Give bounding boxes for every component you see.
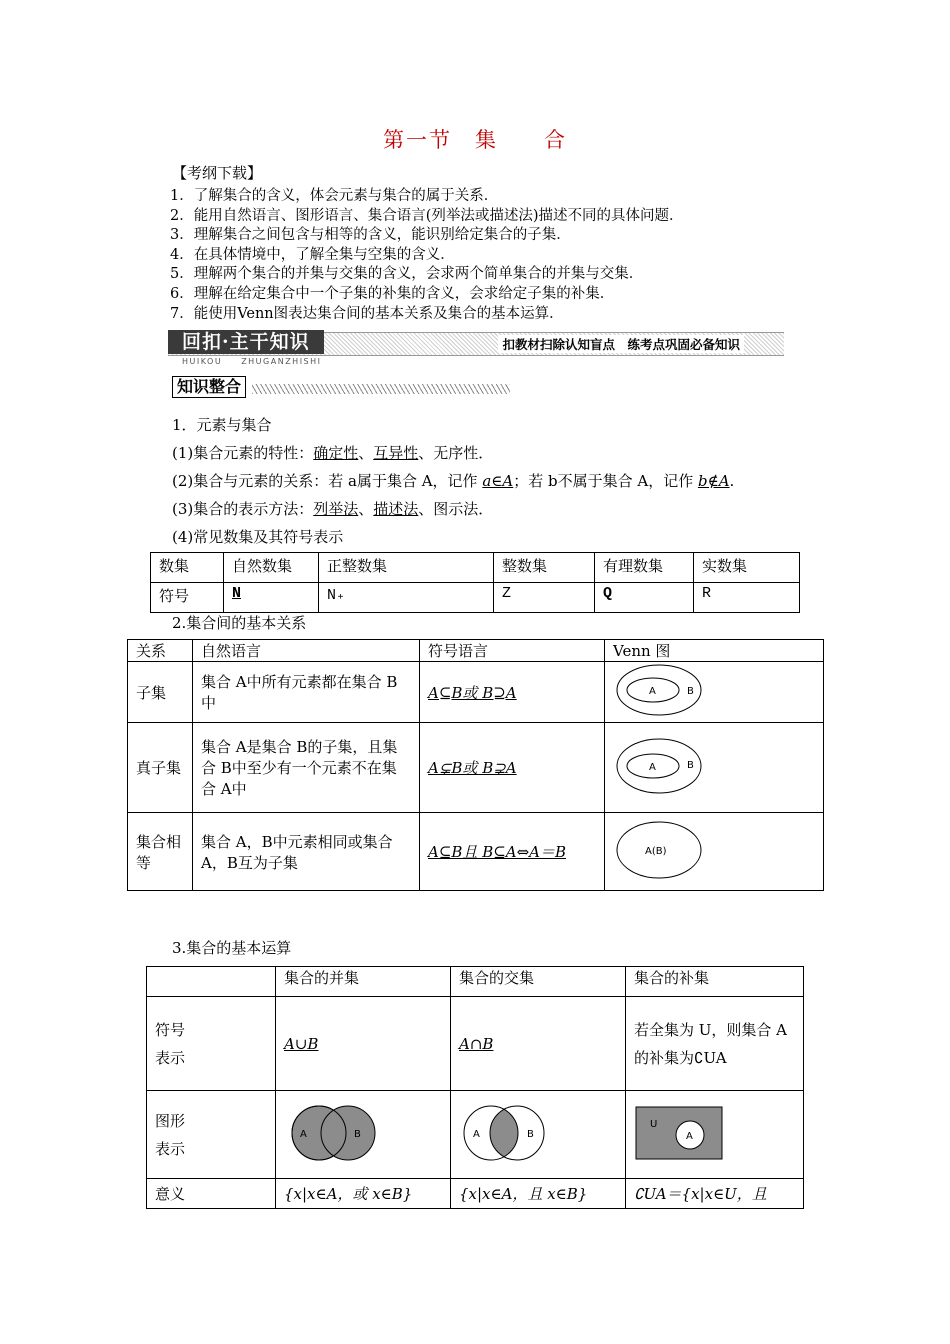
venn-proper-subset (613, 736, 723, 796)
venn-subset (613, 662, 723, 718)
text: (3)集合的表示方法： (172, 500, 314, 518)
table-cell: R (694, 583, 800, 613)
table-cell (147, 1091, 276, 1179)
venn-cell (276, 1091, 451, 1179)
table-cell: Venn 图 (605, 640, 824, 662)
section-banner (168, 330, 784, 366)
table-cell: 实数集 (694, 553, 800, 583)
table-cell: 自然语言 (193, 640, 420, 662)
table-cell: 正整数集 (319, 553, 494, 583)
table-cell: A∪B (276, 997, 451, 1091)
table-cell: A⊆B或 B⊇A (420, 662, 605, 723)
text: . (729, 472, 735, 490)
answer: 确定性 (313, 444, 359, 462)
goal-item: 5．理解两个集合的并集与交集的含义，会求两个简单集合的并集与交集． (170, 266, 644, 283)
text: 、 (358, 444, 374, 462)
text: 、图示法． (418, 500, 494, 518)
table-row (128, 640, 824, 662)
goal-item: 4．在具体情境中，了解全集与空集的含义． (170, 246, 455, 263)
venn-label: B (527, 1128, 534, 1140)
table-cell: ∁UA＝{x|x∈U，且 (626, 1179, 804, 1209)
banner-pinyin: HUIKOU ZHUGANZHISHI (182, 357, 322, 366)
sec1-p4: (4)常见数集及其符号表示 (172, 528, 344, 546)
text: (1)集合元素的特性： (172, 444, 314, 462)
venn-cell (605, 813, 824, 891)
banner-subtitle: 扣教材扫除认知盲点 练考点巩固必备知识 (498, 335, 744, 353)
label: 符号表示 (155, 1020, 186, 1067)
text: (2)集合与元素的关系：若 a属于集合 A，记作 (172, 472, 483, 490)
venn-union (284, 1101, 384, 1165)
answer: b∉A (697, 472, 730, 490)
answer: a∈A (482, 472, 514, 490)
table-cell: 集合 A，B中元素相同或集合 A，B互为子集 (193, 813, 420, 891)
venn-label: A (473, 1128, 480, 1140)
table-cell: N₊ (319, 583, 494, 613)
knowledge-label (172, 376, 246, 400)
answer: 列举法 (313, 500, 359, 518)
kaogang-label: 【考纲下载】 (172, 164, 263, 182)
venn-complement (634, 1103, 734, 1163)
numset-table (150, 552, 800, 613)
table-cell: 有理数集 (595, 553, 694, 583)
text: 、无序性． (418, 444, 494, 462)
table-cell: 集合相等 (128, 813, 193, 891)
venn-label: A(B) (645, 845, 667, 857)
table-cell: {x|x∈A，且 x∈B} (451, 1179, 626, 1209)
sec1-p2 (172, 470, 734, 491)
table-cell: 符号 (151, 583, 224, 613)
venn-label: B (354, 1128, 361, 1140)
venn-label: A (300, 1128, 307, 1140)
goals-list (170, 187, 684, 324)
table-row (147, 967, 804, 997)
table-cell: 自然数集 (224, 553, 319, 583)
goal-item: 7．能使用Venn图表达集合间的基本关系及集合的基本运算． (170, 305, 564, 322)
goal-item: 1．了解集合的含义，体会元素与集合的属于关系． (170, 188, 499, 204)
answer: 描述法 (373, 500, 419, 518)
table-row (147, 1091, 804, 1179)
table-cell: Q (595, 583, 694, 613)
table-cell: 集合的交集 (451, 967, 626, 997)
table-cell: 集合的补集 (626, 967, 804, 997)
goal-item: 3．理解集合之间包含与相等的含义，能识别给定集合的子集． (170, 227, 571, 244)
table-cell: A∩B (451, 997, 626, 1091)
venn-cell (451, 1091, 626, 1179)
venn-cell (626, 1091, 804, 1179)
knowledge-box: 知识整合 (172, 376, 246, 398)
text: ；若 b不属于集合 A，记作 (513, 472, 698, 490)
goal-item: 6．理解在给定集合中一个子集的补集的含义，会求给定子集的补集． (170, 285, 615, 302)
venn-equal (613, 819, 723, 881)
venn-label: B (687, 686, 694, 697)
table-row (128, 813, 824, 891)
sec3-heading: 3.集合的基本运算 (172, 939, 292, 957)
venn-cell (605, 723, 824, 813)
table-cell (147, 967, 276, 997)
venn-label: U (650, 1118, 658, 1130)
venn-label: A (649, 761, 656, 773)
table-cell: 子集 (128, 662, 193, 723)
relation-table (127, 639, 824, 891)
table-cell: 若全集为 U，则集合 A的补集为∁UA (626, 997, 804, 1091)
table-cell: 真子集 (128, 723, 193, 813)
sec1-heading: 1．元素与集合 (172, 416, 272, 434)
table-cell: A⊆B且 B⊆A⇔A＝B (420, 813, 605, 891)
sec2-heading: 2.集合间的基本关系 (172, 614, 307, 632)
table-row (128, 723, 824, 813)
table-cell: 数集 (151, 553, 224, 583)
label: 图形表示 (155, 1111, 186, 1158)
venn-label: B (687, 759, 694, 771)
table-cell: 关系 (128, 640, 193, 662)
banner-heading: 回扣·主干知识 (168, 330, 324, 354)
table-cell: 整数集 (494, 553, 595, 583)
table-cell: {x|x∈A，或 x∈B} (276, 1179, 451, 1209)
answer: 互异性 (373, 444, 419, 462)
sec1-p1 (172, 442, 493, 463)
venn-intersection (459, 1101, 559, 1165)
table-row (151, 583, 800, 613)
page-title: 第一节 集 合 (383, 128, 567, 152)
text: 、 (358, 500, 374, 518)
sec1-p3 (172, 498, 493, 519)
operation-table (146, 966, 804, 1209)
table-cell: 意义 (147, 1179, 276, 1209)
table-row (151, 553, 800, 583)
table-row (147, 997, 804, 1091)
table-cell: A⊊B或 B⊋A (420, 723, 605, 813)
table-row (128, 662, 824, 723)
table-cell: Z (494, 583, 595, 613)
table-cell: N (224, 583, 319, 613)
venn-cell (605, 662, 824, 723)
table-row (147, 1179, 804, 1209)
hatch-decoration (252, 384, 510, 394)
venn-label: A (686, 1130, 693, 1142)
goal-item: 2．能用自然语言、图形语言、集合语言(列举法或描述法)描述不同的具体问题． (170, 207, 684, 224)
table-cell: 符号语言 (420, 640, 605, 662)
table-cell (147, 997, 276, 1091)
venn-label: A (649, 686, 656, 697)
table-cell: 集合 A是集合 B的子集，且集合 B中至少有一个元素不在集合 A中 (193, 723, 420, 813)
table-cell: 集合的并集 (276, 967, 451, 997)
table-cell: 集合 A中所有元素都在集合 B中 (193, 662, 420, 723)
